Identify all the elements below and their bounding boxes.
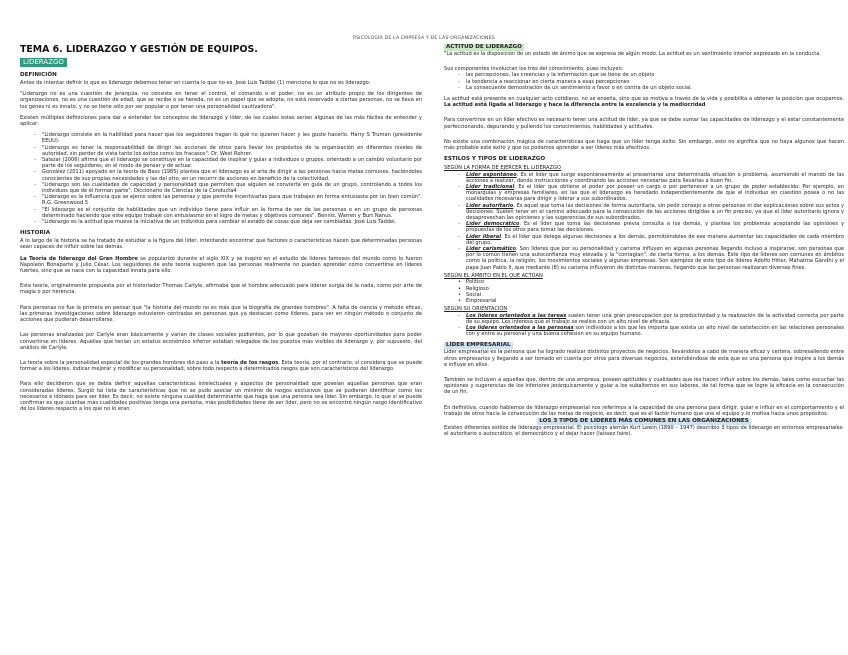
list-item: - González (2011) apoyado en la teoría de Bass (1985) plantea que el liderazgo es el arte de dirigir a las personas hacia metas comunes, haciéndoles conscientes de sus propias necesidades y las del otro, en un recurrir de acciones en beneficio de la colectividad. [42,169,422,181]
lewin-heading: LOS 3 TIPOS DE LÍDERES MÁS COMUNES EN LAS ORGANIZACIONES [539,417,749,424]
definicion-quote: "Liderazgo no es una cuestión de jerarquía, no consiste en tener el control, el comando o el poder, no es un atributo propio de los dirigentes de organizaciones, no es una cuestión de edad, que se recibe o se hereda, no es un papel que se adopta, no está reservado a ciertas personas, no se lleva en los genes ni es innato, y no se tiene sólo por ser popular o por tener una personalidad cautivadora". [20,91,422,110]
list-item: - Líder espontáneo. Es el líder que surge espontáneamente al presentarse una determinada situación o problema, asumiendo el mando de las acciones a realizar, dando instrucciones y coordinando las acciones necesarias para llevarlas a buen fin. [466,172,844,184]
componentes-intro: Sus componentes involucran los tres del conocimiento, pues incluyen: [444,66,624,73]
list-item: • Político [466,279,844,285]
definicion-heading: DEFINICIÓN [20,72,57,78]
list-item: • Religioso [466,286,844,292]
list-item: - Líder autoritario. Es aquel que toma las decisiones de forma autoritaria, sin pedir consejo a otras personas ni dar explicaciones sobre sus actos y decisiones. Suelen tener en el camino adecuado para la consecución de las acciones dirigidas a un fin preciso, ya que el líder autoritario ignora y desaprovechan las opiniones y las sugerencias de sus subordinados. [466,203,844,222]
historia-paragraph: Para ello decidieron que se debía definir aquellas características intelectuales y aspectos de personalidad que poseían aquellas personas que eran consideradas líderes. Surgió tal lista de características que no se pudo asociar un mínimo de rasgos exclusivos que se pudieran identificar como los necesarios e idóneos para ser líder. Es decir, no existe ninguna cualidad determinante que haga que una persona sea líder. Sin embargo, lo que sí se puede confirmar es que cuantas más cualidades positivas tenga una persona, más posibilidades tiene de ser líder, pero no se encontró ningún rasgo identificativo de los líderes respecto a los que no lo eran. [20,381,422,413]
list-item: - la tendencia a reaccionar en cierta manera a esas percepciones [466,79,844,85]
orientacion-list [444,313,844,338]
historia-paragraph: La Teoría de liderazgo del Gran Hombre se popularizó durante el siglo XIX y se inspiró en el estudio de líderes famosos del mundo como lo fueron Napoleón Bonaparte y Julio César. Los seguidores de este teoría sugieren que las personas realmente no pueden aprender cómo convertirse en líderes fuertes, sino que se nace con la capacidad innata para ello. [20,255,422,275]
lewin-paragraph: Existen diferentes estilos de liderazgo empresarial. El psicólogo alemán Kurt Lewin (1890 – 1947) describió 3 tipos de liderazgo en entornos empresariales: el autoritario o autocrático, el democrático y el dejar hacer (laissez faire). [444,424,844,438]
teoria-rasgos-term: teoría de los rasgos [221,359,279,366]
estilos-heading: ESTILOS Y TIPOS DE LIDERAZGO [444,156,546,163]
actitud-paragraph: No existe una combinación mágica de características que haga que un líder tenga éxito. Sin embargo, esto no significa que no haya algunos que hacen más probable este éxito y que no podamos aprender a ser líderes más efectivos. [444,138,844,152]
estilos-subheading-ambito: SEGÚN EL ÁMBITO EN EL QUE ACTÚAN [444,272,543,279]
empresarial-paragraph: Líder empresarial es la persona que ha logrado realizar distintos proyectos de negocios, llevándolos a cabo de manera eficaz y certera, sobresaliendo entre otros empresarios y llegando a ser tomado en cuenta por otros para diversas negocios, extendiéndose de esta que es una persona que inspire a los demás e influye en ellos. [444,349,844,368]
estilos-subheading-orientacion: SEGÚN SU ORIENTACIÓN [444,306,508,313]
list-item: • Empresarial [466,298,844,304]
list-item: - Líder carismático. Son líderes que por su personalidad y carisma influyen en algunas personas llegando incluso a inspirarse; son personas que por lo común tienen una autoconfianza muy elevada y la "contagian", de cierta forma, a los demás. Este tipo de líderes son comunes en ámbitos como la política, la religión, los movimientos sociales y algunas empresas. Son ejemplos de este tipo de líderes Adolfo Hitler, Mahatma Gandhi y el papa Juan Pablo II, que mediante (8) su carisma influyeron de distintas maneras, llegando que las personas realizaran diversas fines. [466,246,844,271]
historia-paragraph: A lo largo de la historia se ha tratado de estudiar a la figura del líder, intentando encontrar qué factores o características hacen que determinadas personas sean capaces de influir sobre las demás. [20,238,422,251]
right-column [444,44,844,442]
historia-paragraph: Para personas no fue la primera en pensar que "la historia del mundo no es más que la biografía de grandes hombres". A falta de ciencia y método eficaz, las primeras investigaciones sobre liderazgo estuvieron centradas en personas que ya destacan como líderes, para ver en ningún método o conjunto de acciones que pudieran desarrollarse. [20,304,422,324]
definicion-intro: Antes de intentar definir lo que es liderazgo debemos tener en cuenta lo que no es. José Luis Taddei (1) menciona lo que no es liderazgo: [20,80,371,86]
historia-heading: HISTORIA [20,230,51,237]
list-item: - Los líderes orientados a las tareas suelen tener una gran preocupación por la productividad y la realización de la actividad correcta por parte de su equipo. Les interesa que el trabajo se realice con un alto nivel de eficacia. [466,313,844,325]
gran-hombre-term: La Teoría de liderazgo del Gran Hombre [20,255,138,262]
left-column [20,44,422,417]
estilos-subheading-forma: SEGÚN LA FORMA DE EJERCER EL LIDERAZGO [444,165,561,172]
actitud-key-sentence: La actitud está ligada al liderazgo y hace la diferencia entre la excelencia y la mediocridad [444,102,706,109]
list-item: - Líder tradicional. Es el líder que obtiene el poder por poseer un cargo o por pertenecer a un grupo de poder establecido. Por ejemplo, en monarquías y empresas familiares, en las que el liderazgo es heredado independientemente de que el individuo en cuestión posea o no las cualidades necesarias para dirigir y liderar a sus subordinados. [466,184,844,203]
empresarial-paragraph: También se incluyen a aquellas que, dentro de una empresa, poseen aptitudes y cualidades que les hacen influir sobre los demás, tales como escuchar las opiniones y sugerencias de los inferiores jerárquicamente y guiar a los subalternos en sus labores, de tal forma que se logre la eficacia en la consecución de un fin. [444,376,844,396]
document-title: TEMA 6. LIDERAZGO Y GESTIÓN DE EQUIPOS. [20,44,258,55]
list-item: - Los líderes orientados a las personas son individuos a los que les importa que exista un alto nivel de satisfacción en las relaciones personales con y entre su personal y una buena cohesión en su equipo humano. [466,325,844,337]
historia-paragraph: Las personas analizadas por Carlyle eran básicamente y varían de clases sociales pudientes, por lo que gozaban de mayores oportunidades para poder convertirse en líderes. Aquellas que tenían un estatus económico inferior estaban relegados de los puestos más visibles de liderazgo y, por supuesto, del análisis de Carlyle. [20,332,422,351]
estilos-list [444,172,844,271]
empresarial-paragraph: En definitiva, cuando hablemos de liderazgo empresarial nos referimos a la capacidad de una persona para dirigir, guiar e influir en el comportamiento y el trabajo de otros hacia la consecución de las metas de negocio, es decir, que es el factor humano que une el equipo y lo motiva hacia unos propósitos. [444,404,844,417]
componentes-list [444,72,844,91]
list-item: - Salazar (2006) afirma que el liderazgo se constituye en la capacidad de inspirar y guiar a individuos o grupos, orientado a un cambio voluntario por parte de los seguidores, en el modo de pensar y de actuar. [42,157,422,169]
list-item: - "Liderazgo es la influencia que se ejerce sobre las personas y que permite incentivarlas para que trabajen en forma entusiasta por un bien común". R.G. Greenwood.5 [42,194,422,206]
list-item: - "Liderazgo consiste en la habilidad para hacer que los seguidores hagan lo que no quieren hacer y les guste hacerlo. Harry S Truman (presidente EEUU). [42,132,422,144]
list-item: - "Liderazgo son las cualidades de capacidad y personalidad que permiten que alguien se convierta en guía de un grupo, controlando a todos los individuos que de él forman parte". Diccionario de Ciencias de la Conducta4 [42,182,422,194]
actitud-paragraph: "La actitud es la disposición de un estado de ánimo que se expresa de algún modo. La actitud es un sentimiento interior expresado en la conducta. [444,51,821,57]
list-item: - Líder liberal. Es el líder que delega algunas decisiones a los demás, permitiéndoles de ese manera aumentar las capacidades de cada miembro del grupo. [466,234,844,246]
ambitos-list [444,279,844,304]
list-item: - "El liderazgo es el conjunto de habilidades que un individuo tiene para influir en la forma de ser de las personas o en un grupo de personas determinado haciendo que este equipo trabaje con entusiasmo en el logro de metas y objetivos comunes". Bennis, Warren y Burt Nanus. [42,207,422,219]
list-item: - La consecuente demostración de un sentimiento a favor o en contra de un objeto social. [466,85,844,91]
empresarial-heading: LÍDER EMPRESARIAL [446,342,511,349]
list-item: - las percepciones, las creencias y la información que se tiene de un objeto [466,72,844,78]
actitud-heading: ACTITUD DE LIDERAZGO [446,44,522,50]
historia-paragraph: Esta teoría, originalmente propuesta por el historiador Thomas Carlyle, afirmaba que el hombre adecuado para liderar surgía de la nada, como por arte de magia o por herencia. [20,283,422,296]
list-item: - "Liderazgo es tener la responsabilidad de dirigir las acciones de otros para llevar los propósitos de la organización en diferentes niveles de autoridad, sin perder de vista tanto los éxitos como los fracasos". Dr. West Rohrer. [42,145,422,157]
definiciones-intro: Existen múltiples definiciones para dar a entender los conceptos de liderazgo y líder, de las cuales estas serían algunas de las más fáciles de entender y aplicar: [20,114,422,128]
definiciones-list [20,132,422,225]
historia-paragraph: La teoría sobre la personalidad especial de los grandes hombres dio paso a la teoría de los rasgos. Esta teoría, por el contrario, sí considera que se puede formar a los líderes, indicar mejorar y modificar su personalidad, sobre todo respecto a determinados rasgos que son característicos del liderazgo. [20,359,422,373]
list-item: - "Liderazgo es la actitud que mueve la iniciativa de un individuo para cambiar el estado de cosas que deja ser cambiadas. José Luis Taddei. [42,219,422,225]
list-item: • Social [466,292,844,298]
page-header: PSICOLOGÍA DE LA EMPRESA Y DE LAS ORGANIZACIONES [353,36,495,41]
list-item: - Líder democrático. Es el líder que toma las decisiones previa consulta a los demás, y plantea los problemas aceptando las opiniones y propuestas de los otros para tomar las decisiones. [466,221,844,233]
section-bar-liderazgo: LIDERAZGO [20,58,67,67]
actitud-paragraph: Para convertirse en un líder efectivo es necesario tener una actitud de líder, ya que se debe sumar las capacidades de liderazgo y el estar constantemente perfeccionando, depurando y puliendo los conocimientos, habilidades y actitudes. [444,117,844,130]
actitud-paragraph: La actitud está presente en cualquier acto cotidiano, no se enseña, sino que se motiva a través de la vida y posibilita a obtener la posición que ocupamos. La actitud está ligada al liderazgo y hace la diferencia entre la excelencia y la mediocridad [444,96,844,109]
